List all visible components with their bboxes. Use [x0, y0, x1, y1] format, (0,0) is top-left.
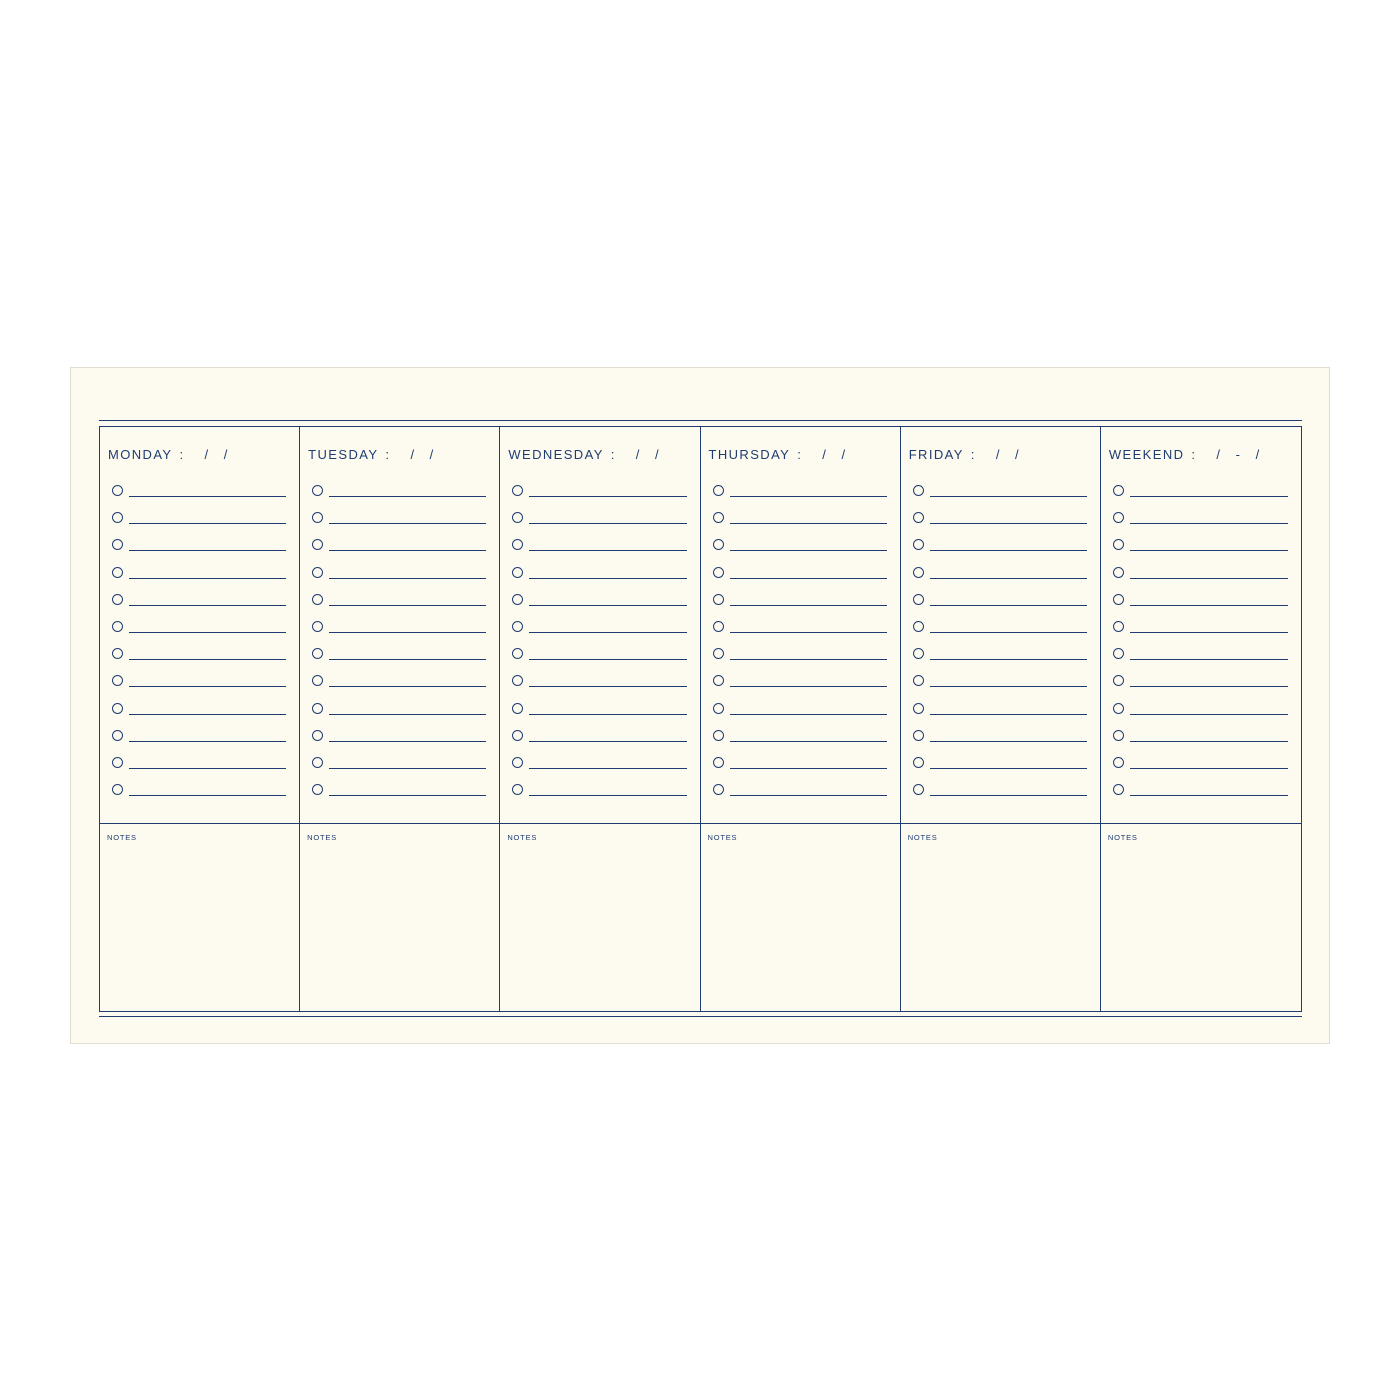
task-row	[713, 647, 887, 674]
task-checkbox-circle[interactable]	[913, 567, 924, 578]
task-write-line[interactable]	[329, 756, 486, 769]
task-row	[913, 729, 1087, 756]
task-checkbox-circle[interactable]	[1113, 784, 1124, 795]
day-column-tuesday	[300, 427, 500, 1011]
task-list	[112, 484, 286, 810]
task-checkbox-circle[interactable]	[312, 539, 323, 550]
day-header	[909, 447, 1094, 465]
task-checkbox-circle[interactable]	[713, 730, 724, 741]
task-checkbox-circle[interactable]	[112, 567, 123, 578]
task-row	[512, 484, 686, 511]
task-checkbox-circle[interactable]	[913, 675, 924, 686]
task-row	[312, 783, 486, 810]
task-write-line[interactable]	[329, 647, 486, 660]
task-checkbox-circle[interactable]	[1113, 512, 1124, 523]
task-checkbox-circle[interactable]	[512, 485, 523, 496]
task-checkbox-circle[interactable]	[1113, 621, 1124, 632]
task-checkbox-circle[interactable]	[312, 648, 323, 659]
task-row	[1113, 620, 1288, 647]
notes-divider	[500, 823, 699, 824]
task-checkbox-circle[interactable]	[512, 675, 523, 686]
task-checkbox-circle[interactable]	[312, 621, 323, 632]
task-write-line[interactable]	[930, 756, 1087, 769]
task-write-line[interactable]	[129, 647, 286, 660]
task-write-line[interactable]	[129, 511, 286, 524]
task-write-line[interactable]	[730, 511, 887, 524]
task-checkbox-circle[interactable]	[913, 621, 924, 632]
task-checkbox-circle[interactable]	[112, 648, 123, 659]
task-row	[713, 566, 887, 593]
task-list	[1113, 484, 1288, 810]
notes-divider	[901, 823, 1100, 824]
task-write-line[interactable]	[730, 729, 887, 742]
task-row	[713, 702, 887, 729]
task-row	[1113, 674, 1288, 701]
task-write-line[interactable]	[730, 702, 887, 715]
task-checkbox-circle[interactable]	[312, 567, 323, 578]
day-name: FRIDAY	[908, 447, 964, 462]
task-row	[713, 538, 887, 565]
notes-divider	[100, 823, 299, 824]
day-column-friday	[901, 427, 1101, 1011]
task-checkbox-circle[interactable]	[913, 485, 924, 496]
task-checkbox-circle[interactable]	[713, 485, 724, 496]
task-write-line[interactable]	[930, 674, 1087, 687]
task-write-line[interactable]	[529, 702, 686, 715]
task-row	[913, 674, 1087, 701]
task-write-line[interactable]	[1130, 702, 1288, 715]
task-write-line[interactable]	[1130, 647, 1288, 660]
task-write-line[interactable]	[529, 620, 686, 633]
task-write-line[interactable]	[1130, 620, 1288, 633]
task-row	[112, 783, 286, 810]
task-row	[713, 511, 887, 538]
notes-label: NOTES	[707, 833, 738, 842]
task-checkbox-circle[interactable]	[112, 594, 123, 605]
task-checkbox-circle[interactable]	[112, 621, 123, 632]
task-write-line[interactable]	[930, 729, 1087, 742]
task-write-line[interactable]	[129, 729, 286, 742]
task-row	[512, 620, 686, 647]
task-row	[1113, 729, 1288, 756]
day-name: WEEKEND	[1108, 447, 1185, 462]
task-row	[1113, 484, 1288, 511]
task-checkbox-circle[interactable]	[913, 539, 924, 550]
day-name: TUESDAY	[308, 447, 379, 462]
task-row	[1113, 756, 1288, 783]
day-header	[108, 447, 293, 465]
task-row	[112, 566, 286, 593]
task-checkbox-circle[interactable]	[512, 539, 523, 550]
task-checkbox-circle[interactable]	[512, 594, 523, 605]
day-colon: :	[970, 447, 976, 462]
task-row	[312, 593, 486, 620]
task-write-line[interactable]	[529, 566, 686, 579]
notes-label: NOTES	[907, 833, 938, 842]
task-checkbox-circle[interactable]	[112, 757, 123, 768]
day-header	[1109, 447, 1295, 465]
task-write-line[interactable]	[930, 783, 1087, 796]
task-checkbox-circle[interactable]	[112, 539, 123, 550]
task-write-line[interactable]	[1130, 783, 1288, 796]
notes-divider	[300, 823, 499, 824]
task-row	[913, 538, 1087, 565]
day-colon: :	[610, 447, 616, 462]
task-write-line[interactable]	[129, 593, 286, 606]
task-row	[312, 511, 486, 538]
task-checkbox-circle[interactable]	[1113, 567, 1124, 578]
task-checkbox-circle[interactable]	[1113, 675, 1124, 686]
task-row	[112, 674, 286, 701]
task-checkbox-circle[interactable]	[913, 648, 924, 659]
task-checkbox-circle[interactable]	[713, 784, 724, 795]
task-row	[312, 620, 486, 647]
task-write-line[interactable]	[930, 511, 1087, 524]
week-grid	[99, 426, 1302, 1012]
task-checkbox-circle[interactable]	[312, 784, 323, 795]
task-row	[713, 783, 887, 810]
task-row	[713, 674, 887, 701]
task-row	[713, 593, 887, 620]
day-column-monday	[100, 427, 300, 1011]
task-write-line[interactable]	[329, 702, 486, 715]
task-checkbox-circle[interactable]	[512, 703, 523, 714]
day-column-weekend	[1101, 427, 1301, 1011]
task-row	[913, 756, 1087, 783]
day-column-wednesday	[500, 427, 700, 1011]
task-row	[312, 538, 486, 565]
task-checkbox-circle[interactable]	[112, 784, 123, 795]
task-row	[512, 756, 686, 783]
task-checkbox-circle[interactable]	[913, 512, 924, 523]
task-write-line[interactable]	[1130, 566, 1288, 579]
task-write-line[interactable]	[930, 593, 1087, 606]
task-checkbox-circle[interactable]	[112, 485, 123, 496]
task-row	[1113, 593, 1288, 620]
day-column-thursday	[701, 427, 901, 1011]
task-checkbox-circle[interactable]	[312, 594, 323, 605]
task-write-line[interactable]	[529, 783, 686, 796]
task-write-line[interactable]	[129, 783, 286, 796]
task-write-line[interactable]	[730, 593, 887, 606]
task-write-line[interactable]	[529, 647, 686, 660]
task-checkbox-circle[interactable]	[913, 730, 924, 741]
task-row	[312, 484, 486, 511]
task-row	[112, 702, 286, 729]
task-write-line[interactable]	[730, 620, 887, 633]
task-row	[512, 674, 686, 701]
task-row	[913, 484, 1087, 511]
date-field[interactable]: / - /	[1216, 447, 1266, 462]
day-colon: :	[1191, 447, 1197, 462]
task-write-line[interactable]	[529, 674, 686, 687]
task-checkbox-circle[interactable]	[512, 567, 523, 578]
task-checkbox-circle[interactable]	[312, 757, 323, 768]
task-write-line[interactable]	[730, 484, 887, 497]
task-row	[312, 729, 486, 756]
notes-label: NOTES	[107, 833, 137, 842]
day-header	[709, 447, 894, 465]
task-row	[112, 538, 286, 565]
day-name: MONDAY	[108, 447, 173, 462]
task-write-line[interactable]	[529, 756, 686, 769]
notes-divider	[1101, 823, 1301, 824]
task-write-line[interactable]	[1130, 674, 1288, 687]
task-checkbox-circle[interactable]	[112, 675, 123, 686]
task-row	[512, 511, 686, 538]
task-checkbox-circle[interactable]	[312, 512, 323, 523]
date-field[interactable]: / /	[995, 447, 1025, 462]
task-row	[713, 756, 887, 783]
task-row	[1113, 511, 1288, 538]
task-write-line[interactable]	[329, 538, 486, 551]
task-row	[913, 593, 1087, 620]
task-row	[913, 783, 1087, 810]
task-row	[312, 674, 486, 701]
task-write-line[interactable]	[1130, 593, 1288, 606]
task-write-line[interactable]	[329, 511, 486, 524]
task-write-line[interactable]	[730, 566, 887, 579]
task-row	[512, 647, 686, 674]
notes-divider	[701, 823, 900, 824]
task-row	[512, 783, 686, 810]
task-row	[913, 620, 1087, 647]
task-write-line[interactable]	[730, 783, 887, 796]
task-row	[112, 647, 286, 674]
task-checkbox-circle[interactable]	[713, 512, 724, 523]
day-name: WEDNESDAY	[508, 447, 604, 462]
task-row	[1113, 566, 1288, 593]
task-row	[1113, 647, 1288, 674]
task-write-line[interactable]	[129, 484, 286, 497]
task-row	[112, 593, 286, 620]
task-checkbox-circle[interactable]	[713, 567, 724, 578]
task-write-line[interactable]	[129, 756, 286, 769]
task-checkbox-circle[interactable]	[1113, 648, 1124, 659]
task-checkbox-circle[interactable]	[713, 757, 724, 768]
task-write-line[interactable]	[129, 538, 286, 551]
task-checkbox-circle[interactable]	[713, 703, 724, 714]
task-checkbox-circle[interactable]	[713, 675, 724, 686]
task-write-line[interactable]	[529, 593, 686, 606]
day-header	[308, 447, 493, 465]
task-write-line[interactable]	[329, 484, 486, 497]
task-row	[112, 729, 286, 756]
task-write-line[interactable]	[129, 566, 286, 579]
task-row	[312, 756, 486, 783]
task-row	[713, 620, 887, 647]
task-list	[512, 484, 686, 810]
task-row	[112, 511, 286, 538]
task-row	[1113, 702, 1288, 729]
day-colon: :	[797, 447, 803, 462]
day-name: THURSDAY	[708, 447, 791, 462]
task-row	[512, 593, 686, 620]
task-checkbox-circle[interactable]	[1113, 594, 1124, 605]
notes-label: NOTES	[1107, 833, 1138, 842]
task-row	[1113, 783, 1288, 810]
task-write-line[interactable]	[730, 647, 887, 660]
task-checkbox-circle[interactable]	[1113, 539, 1124, 550]
task-checkbox-circle[interactable]	[1113, 485, 1124, 496]
task-checkbox-circle[interactable]	[713, 648, 724, 659]
task-row	[512, 566, 686, 593]
task-row	[512, 538, 686, 565]
task-checkbox-circle[interactable]	[913, 757, 924, 768]
task-row	[312, 647, 486, 674]
task-checkbox-circle[interactable]	[312, 730, 323, 741]
task-row	[312, 702, 486, 729]
task-checkbox-circle[interactable]	[512, 512, 523, 523]
task-write-line[interactable]	[329, 729, 486, 742]
task-checkbox-circle[interactable]	[1113, 757, 1124, 768]
task-write-line[interactable]	[730, 538, 887, 551]
task-write-line[interactable]	[1130, 484, 1288, 497]
task-write-line[interactable]	[730, 756, 887, 769]
task-write-line[interactable]	[329, 566, 486, 579]
day-colon: :	[385, 447, 391, 462]
task-checkbox-circle[interactable]	[512, 648, 523, 659]
task-row	[112, 620, 286, 647]
task-write-line[interactable]	[930, 566, 1087, 579]
task-checkbox-circle[interactable]	[713, 539, 724, 550]
notes-label: NOTES	[507, 833, 538, 842]
task-checkbox-circle[interactable]	[312, 703, 323, 714]
task-checkbox-circle[interactable]	[512, 730, 523, 741]
task-write-line[interactable]	[129, 620, 286, 633]
task-checkbox-circle[interactable]	[512, 757, 523, 768]
task-checkbox-circle[interactable]	[112, 512, 123, 523]
task-write-line[interactable]	[1130, 756, 1288, 769]
planner-frame	[99, 420, 1302, 1017]
task-write-line[interactable]	[930, 484, 1087, 497]
date-field[interactable]: / /	[410, 447, 440, 462]
task-row	[913, 511, 1087, 538]
task-list	[713, 484, 887, 810]
task-write-line[interactable]	[329, 783, 486, 796]
task-checkbox-circle[interactable]	[112, 703, 123, 714]
task-write-line[interactable]	[129, 674, 286, 687]
task-checkbox-circle[interactable]	[713, 621, 724, 632]
task-checkbox-circle[interactable]	[713, 594, 724, 605]
task-row	[913, 702, 1087, 729]
task-checkbox-circle[interactable]	[512, 621, 523, 632]
task-row	[112, 484, 286, 511]
task-write-line[interactable]	[329, 593, 486, 606]
task-checkbox-circle[interactable]	[1113, 703, 1124, 714]
task-write-line[interactable]	[1130, 511, 1288, 524]
task-checkbox-circle[interactable]	[512, 784, 523, 795]
task-checkbox-circle[interactable]	[112, 730, 123, 741]
task-row	[312, 566, 486, 593]
date-field[interactable]: / /	[204, 447, 234, 462]
task-write-line[interactable]	[529, 484, 686, 497]
task-write-line[interactable]	[930, 538, 1087, 551]
notes-label: NOTES	[307, 833, 338, 842]
task-row	[913, 566, 1087, 593]
task-checkbox-circle[interactable]	[913, 594, 924, 605]
task-write-line[interactable]	[329, 620, 486, 633]
task-list	[913, 484, 1087, 810]
task-row	[713, 484, 887, 511]
day-colon: :	[179, 447, 185, 462]
task-row	[512, 729, 686, 756]
task-write-line[interactable]	[930, 620, 1087, 633]
task-checkbox-circle[interactable]	[312, 485, 323, 496]
task-write-line[interactable]	[1130, 538, 1288, 551]
task-row	[713, 729, 887, 756]
task-write-line[interactable]	[529, 538, 686, 551]
task-row	[1113, 538, 1288, 565]
task-write-line[interactable]	[329, 674, 486, 687]
task-write-line[interactable]	[529, 511, 686, 524]
task-checkbox-circle[interactable]	[913, 784, 924, 795]
task-write-line[interactable]	[930, 702, 1087, 715]
task-row	[913, 647, 1087, 674]
task-checkbox-circle[interactable]	[913, 703, 924, 714]
task-list	[312, 484, 486, 810]
date-field[interactable]: / /	[635, 447, 665, 462]
task-checkbox-circle[interactable]	[1113, 730, 1124, 741]
task-row	[112, 756, 286, 783]
task-row	[512, 702, 686, 729]
date-field[interactable]: / /	[822, 447, 852, 462]
task-write-line[interactable]	[1130, 729, 1288, 742]
task-write-line[interactable]	[129, 702, 286, 715]
task-checkbox-circle[interactable]	[312, 675, 323, 686]
task-write-line[interactable]	[730, 674, 887, 687]
planner-pad	[70, 367, 1330, 1044]
task-write-line[interactable]	[930, 647, 1087, 660]
day-header	[508, 447, 693, 465]
task-write-line[interactable]	[529, 729, 686, 742]
